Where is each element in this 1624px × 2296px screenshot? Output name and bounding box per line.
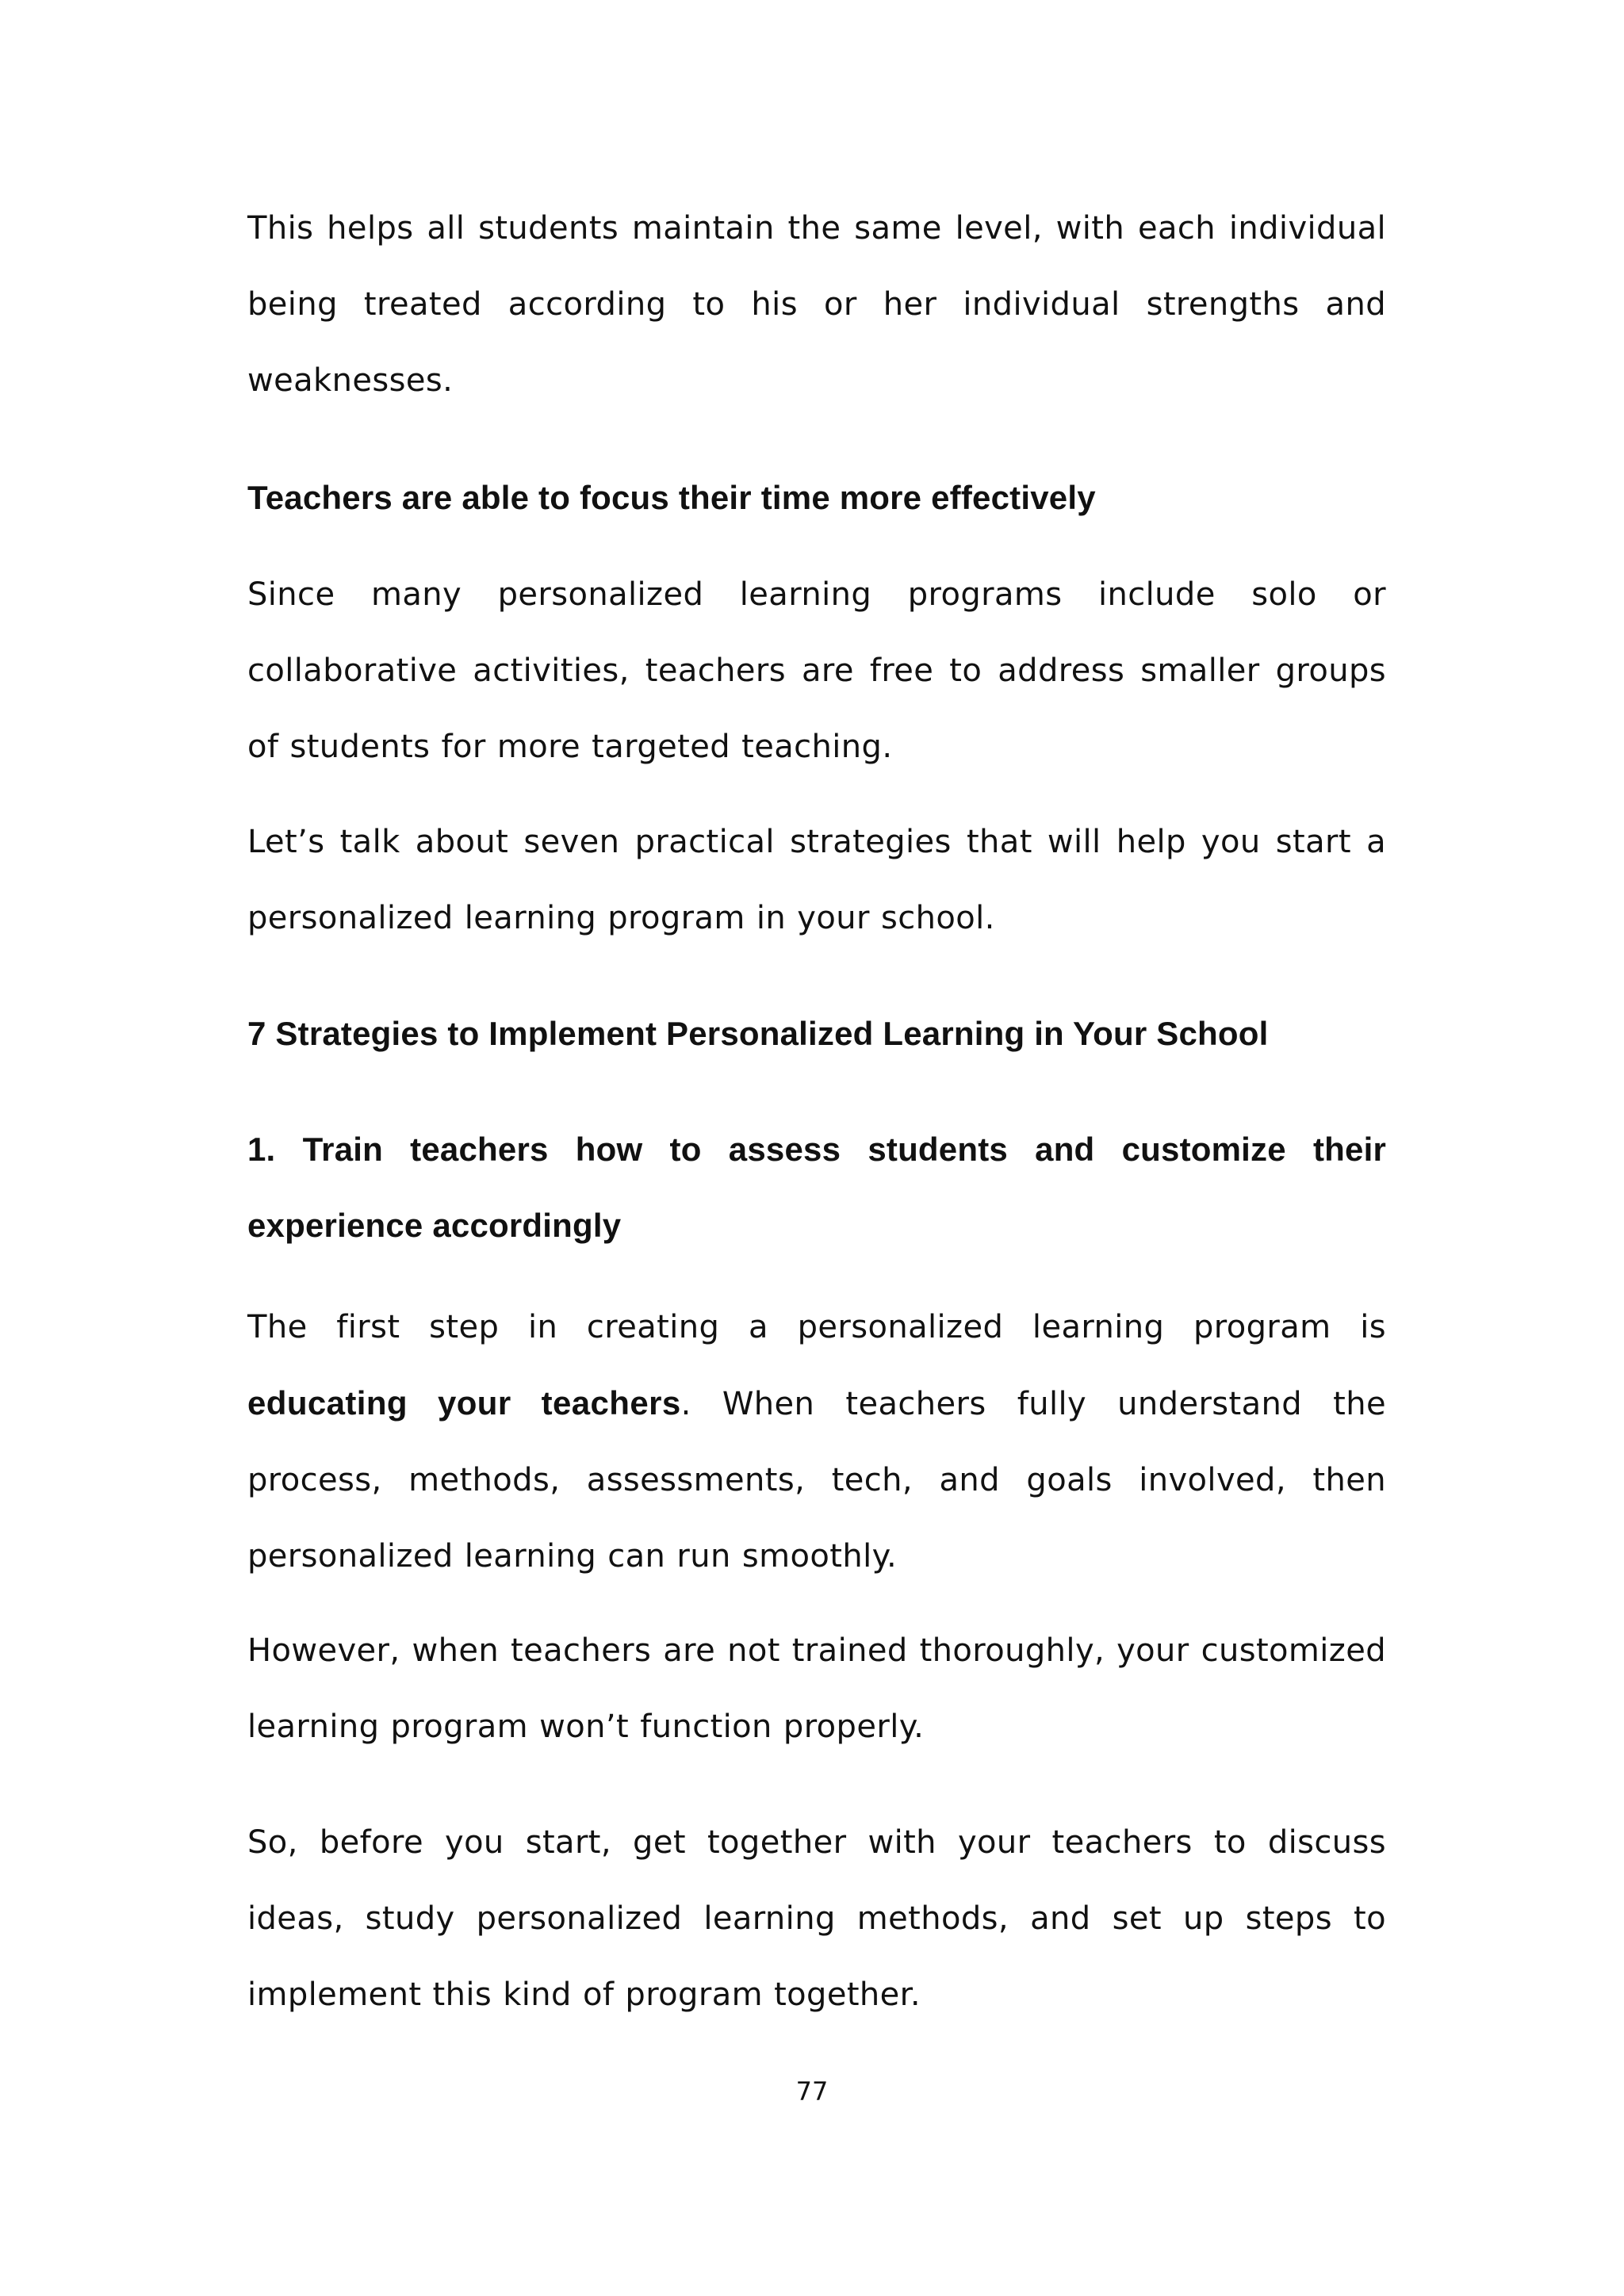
paragraph-first-step-lead: The first step in creating a personalized learning program is <box>247 1309 1386 1345</box>
page-number: 77 <box>795 2076 829 2107</box>
paragraph-seven-strategies-intro: Let’s talk about seven practical strategies that will help you start a personalized learning program in your school. <box>247 824 1386 936</box>
heading-teachers-focus: Teachers are able to focus their time more effectively <box>247 479 1096 516</box>
paragraph-first-step-rest: . When teachers fully understand the process, methods, assessments, tech, and goals involved, then personalized learning can run smoothly. <box>247 1386 1387 1575</box>
emphasis-educating-teachers: educating your teachers <box>247 1384 681 1422</box>
paragraph-first-step <box>247 1289 1386 1594</box>
heading-seven-strategies: 7 Strategies to Implement Personalized Learning in Your School <box>247 1015 1269 1052</box>
paragraph-not-trained: However, when teachers are not trained thoroughly, your customized learning program won’t function properly. <box>247 1632 1386 1745</box>
heading-strategy-1: 1. Train teachers how to assess students and customize their experience accordingly <box>247 1131 1386 1244</box>
paragraph-personalized-programs: Since many personalized learning programs include solo or collaborative activities, teachers are free to address smaller groups of students for more targeted teaching. <box>247 576 1386 765</box>
paragraph-students-level: This helps all students maintain the same level, with each individual being treated according to his or her individual strengths and weaknesses. <box>247 210 1386 399</box>
paragraph-before-you-start: So, before you start, get together with your teachers to discuss ideas, study personalized learning methods, and set up steps to implement this kind of program together. <box>247 1824 1386 2013</box>
